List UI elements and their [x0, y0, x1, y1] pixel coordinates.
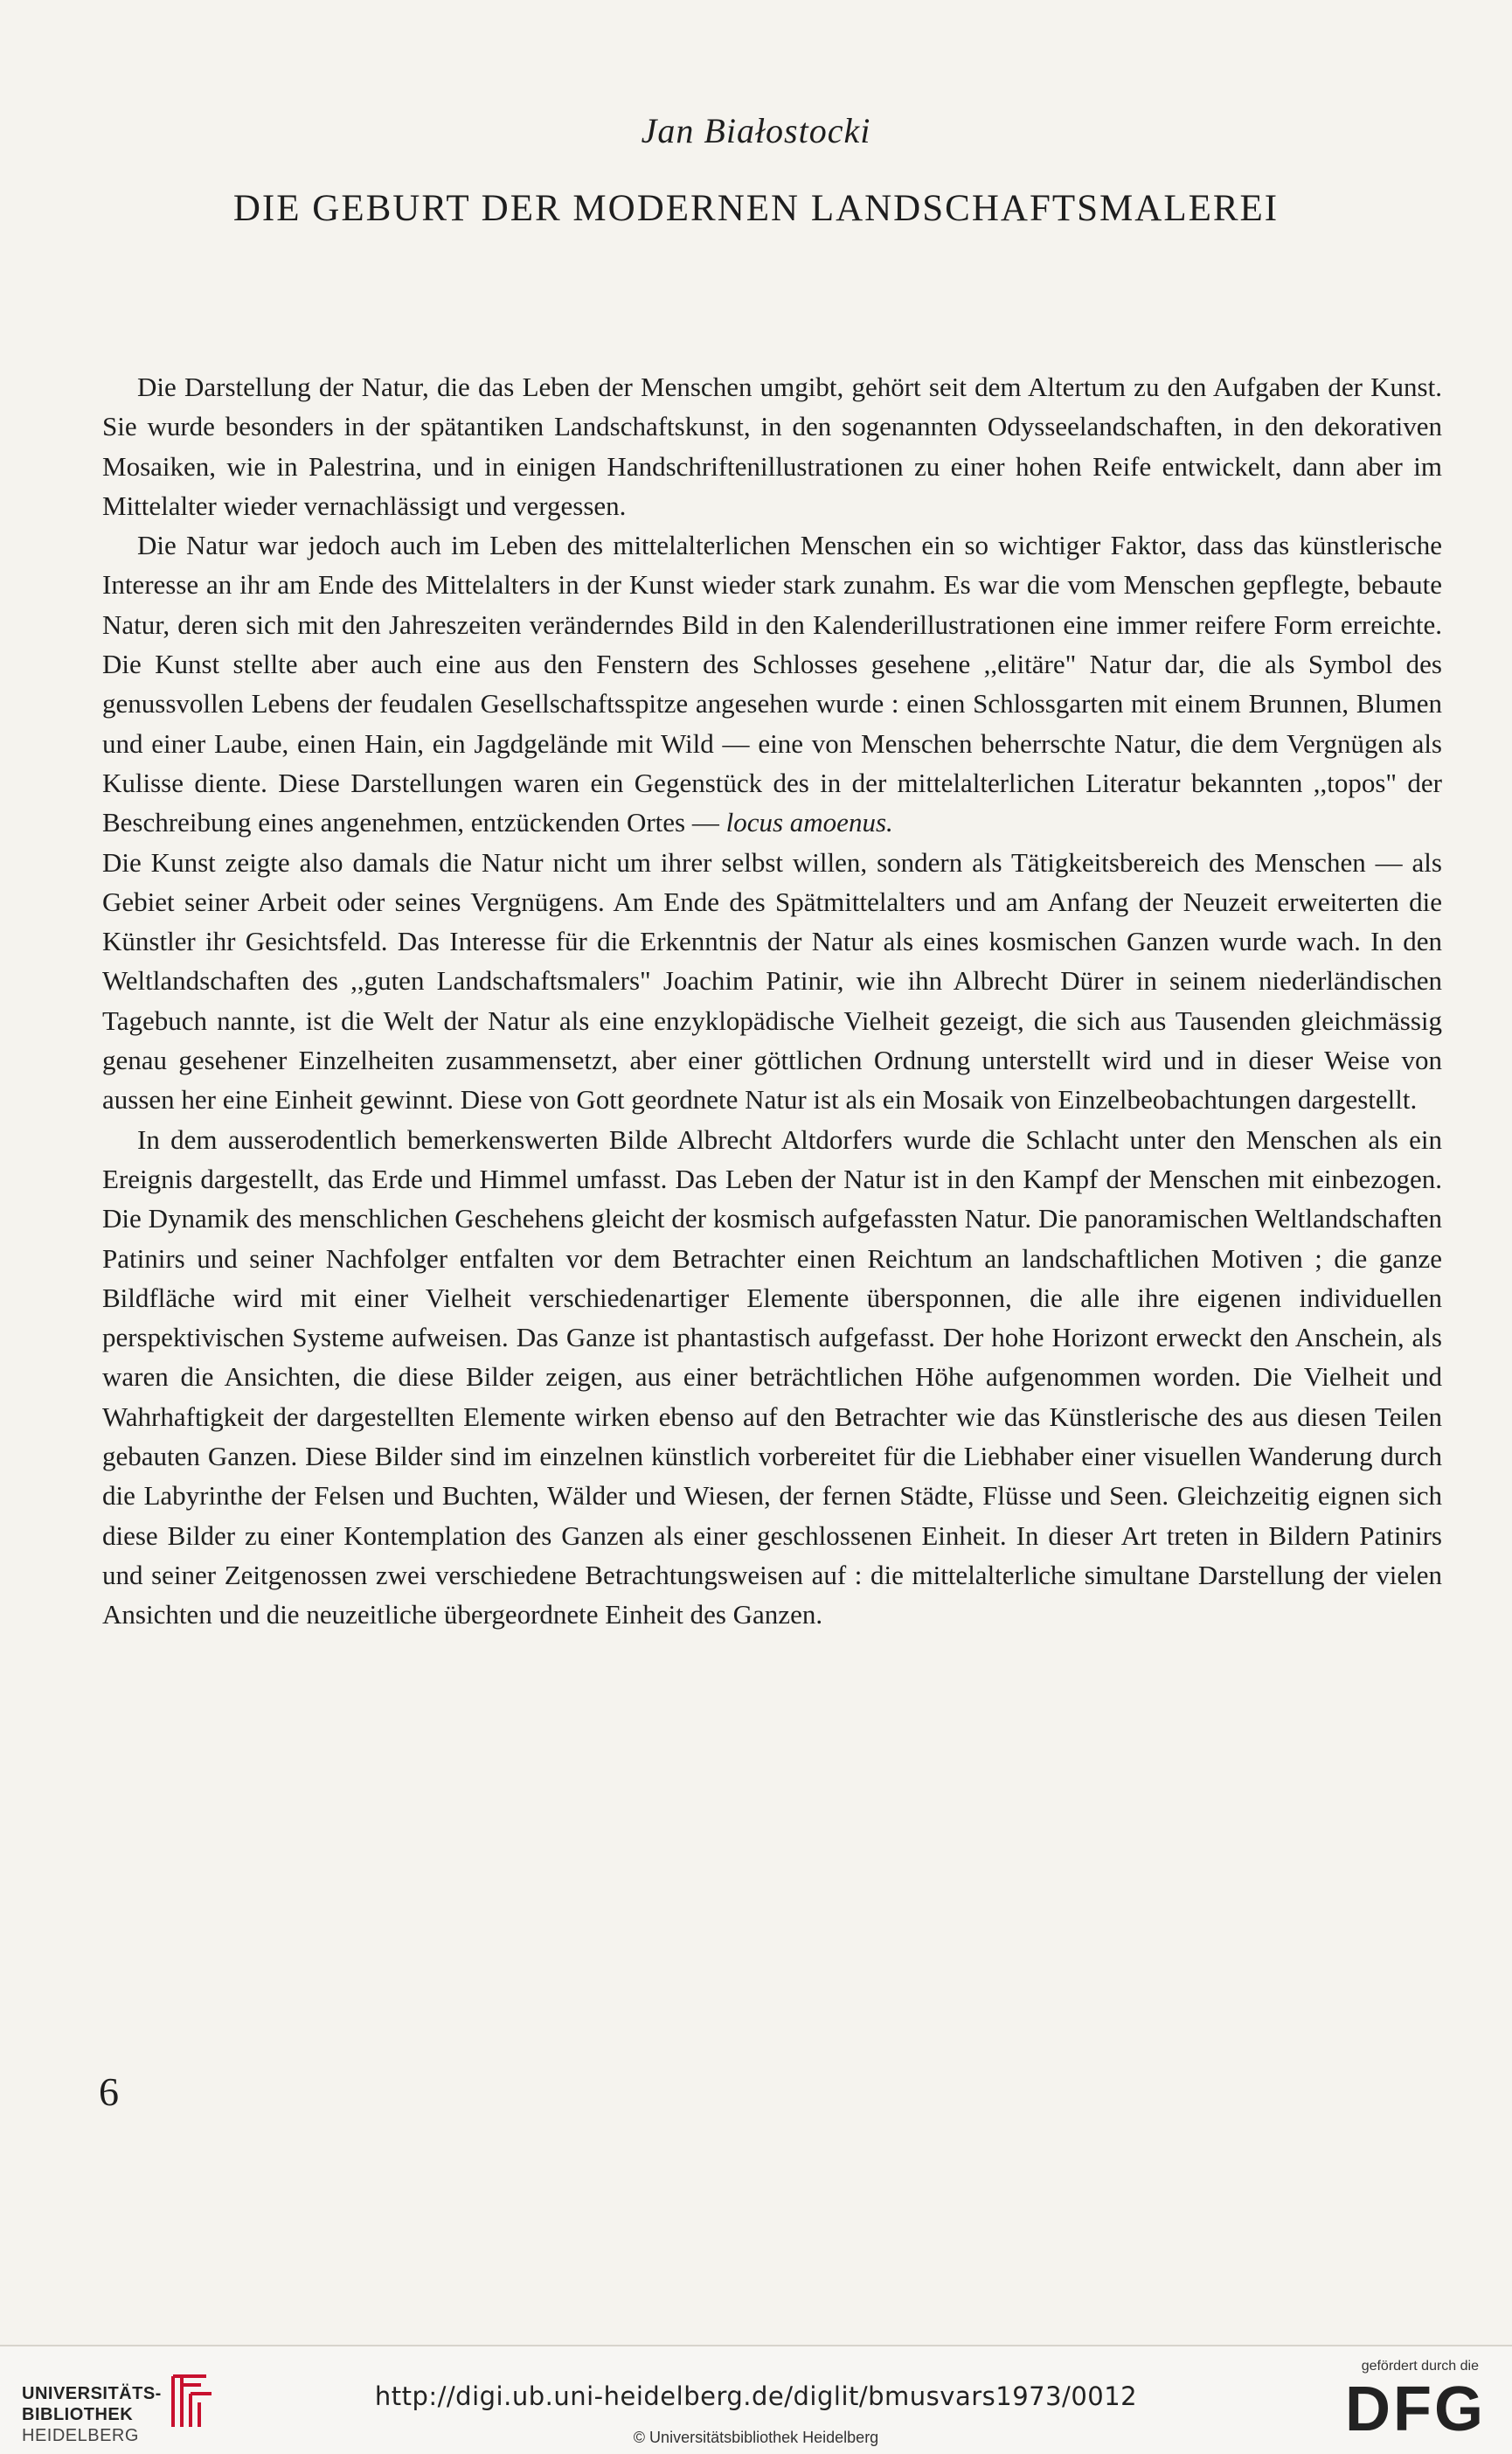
library-name-line2: BIBLIOTHEK — [22, 2405, 134, 2424]
page-number: 6 — [99, 2069, 119, 2114]
paragraph: In dem ausserodentlich bemerkenswerten Bilde Albrecht Altdorfers wurde die Schlacht unter den Menschen als ein Ereignis dargestellt, das Erde und Himmel umfasst. Das Leben der Natur ist in den Kampf der Menschen mit einbezogen. Die Dynamik des menschlichen Geschehens gleicht der kosmisch aufgefassten Natur. Die panoramischen Weltlandschaften Patinirs und seiner Nachfolger entfalten vor dem Betrachter einen Reichtum an landschaftlichen Motiven ; die ganze Bildfläche wird mit einer Vielheit verschiedenartiger Elemente übersponnen, die alle ihre eigenen individuellen perspektivischen Systeme aufweisen. Das Ganze ist phantastisch aufgefasst. Der hohe Horizont erweckt den Anschein, als waren die Ansichten, die diese Bilder zeigen, aus einer beträchtlichen Höhe aufgenommen worden. Die Vielheit und Wahrhaftigkeit der dargestellten Elemente wirken ebenso auf den Betrachter wie das Künstlerische des aus diesen Teilen gebauten Ganzen. Diese Bilder sind im einzelnen künstlich vorbereitet für die Liebhaber einer visuellen Wanderung durch die Labyrinthe der Felsen und Buchten, Wälder und Wiesen, der fernen Städte, Flüsse und Seen. Gleichzeitig eignen sich diese Bilder zu einer Kontemplation des Ganzen als einer geschlossenen Einheit. In dieser Art treten in Bildern Patinirs und seiner Zeitgenossen zwei verschiedene Betrachtungsweisen auf : die mittelalterliche simultane Darstellung der vielen Ansichten und die neuzeitliche übergeordnete Einheit des Ganzen. — [102, 1123, 1442, 1630]
page-title: DIE GEBURT DER MODERNEN LANDSCHAFTSMALEREI — [232, 188, 1280, 229]
latin-phrase: locus amoenus. — [725, 807, 893, 838]
paragraph: Die Darstellung der Natur, die das Leben der Menschen umgibt, gehört seit dem Altertum zu den Aufgaben der Kunst. Sie wurde besonders in der spätantiken Landschaftskunst, in den sogenannten Odysseelandschaften, in den dekorativen Mosaiken, wie in Palestrina, und in einigen Handschriftenillustrationen zu einer hohen Reife entwickelt, dann aber im Mittelalter wieder vernachlässigt und vergessen. — [102, 372, 1442, 521]
paragraph: Die Kunst zeigte also damals die Natur nicht um ihrer selbst willen, sondern als Tätigkeitsbereich des Menschen — als Gebiet seiner Arbeit oder seines Vergnügens. Am Ende des Spätmittelalters und am Anfang der Neuzeit erweiterten die Künstler ihr Gesichtsfeld. Das Interesse für die Erkenntnis der Natur als eines kosmischen Ganzen wurde wach. In den Weltlandschaften des ,,guten Landschaftsmalers" Joachim Patinir, wie ihn Albrecht Dürer in seinem niederländischen Tagebuch nannte, ist die Welt der Natur als eine enzyklopädische Vielheit gezeigt, die sich aus Tausenden gleichmässig genau gesehener Einzelheiten zusammensetzt, aber einer göttlichen Ordnung unterstellt wird und in dieser Weise von aussen her eine Einheit gewinnt. Diese von Gott geordnete Natur ist als ein Mosaik von Einzelbeobachtungen dargestellt. — [102, 846, 1442, 1116]
paragraph — [102, 525, 1442, 842]
dfg-logo: DFG — [1345, 2374, 1486, 2444]
library-name-line3: HEIDELBERG — [22, 2426, 139, 2445]
document-url-link[interactable]: http://digi.ub.uni-heidelberg.de/diglit/bmusvars1973/0012 — [374, 2381, 1138, 2411]
paragraph-text: Die Natur war jedoch auch im Leben des mittelalterlichen Menschen ein so wichtiger Faktor, dass das künstlerische Interesse an ihr am Ende des Mittelalters in der Kunst wieder stark zunahm. Es war die vom Menschen gepflegte, bebaute Natur, deren sich mit den Jahreszeiten veränderndes Bild in den Kalenderillustrationen eine immer reifere Form erreichte. Die Kunst stellte aber auch eine aus den Fenstern des Schlosses gesehene ,,elitäre" Natur dar, die als Symbol des genussvollen Lebens der feudalen Gesellschaftsspitze angesehen wurde : einen Schlossgarten mit einem Brunnen, Blumen und einer Laube, einen Hain, ein Jagdgelände mit Wild — eine von Menschen beherrschte Natur, die dem Vergnügen als Kulisse diente. Diese Darstellungen waren ein Gegenstück des in der mittelalterlichen Literatur bekannten ,,topos" der Beschreibung eines angenehmen, entzückenden Ortes — — [102, 530, 1442, 838]
copyright-text: © Universitätsbibliothek Heidelberg — [633, 2429, 879, 2446]
library-name-line1: UNIVERSITÄTS- — [22, 2384, 162, 2403]
funding-note: gefördert durch die — [1361, 2359, 1479, 2374]
article-body — [102, 367, 1442, 1635]
footer-bar — [0, 2345, 1512, 2454]
author-name: Jan Białostocki — [641, 111, 871, 150]
